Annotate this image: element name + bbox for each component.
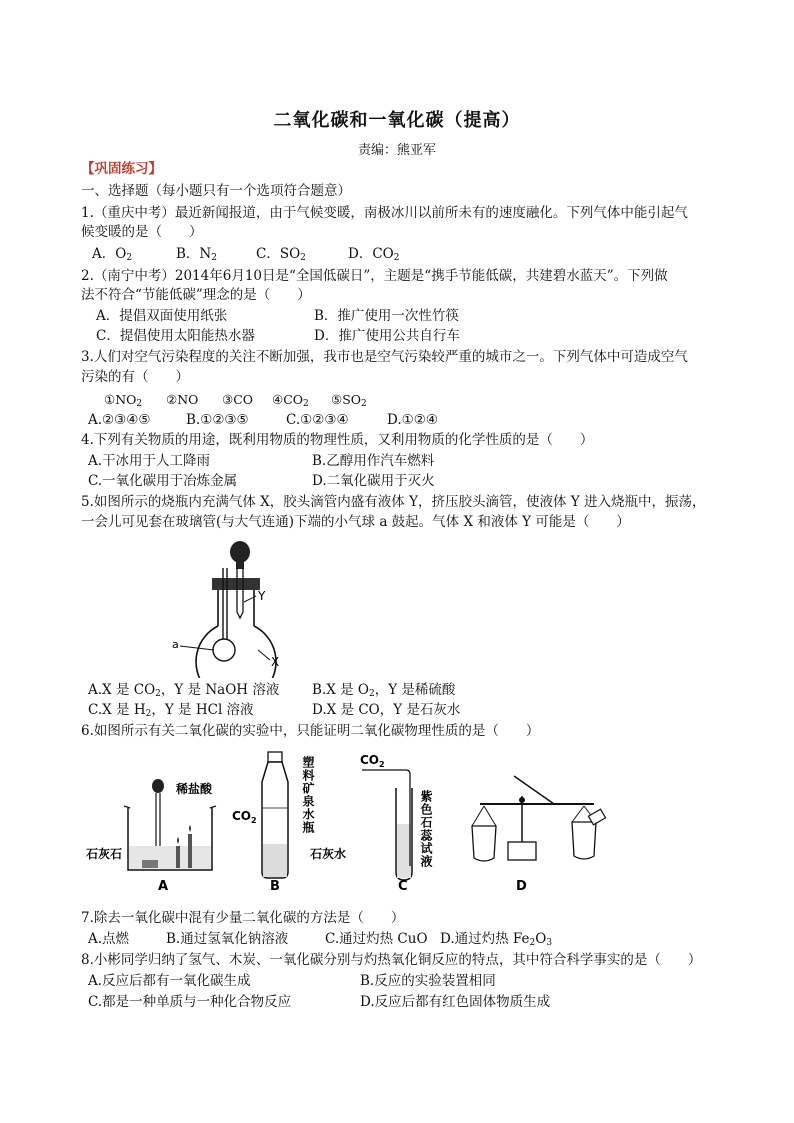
q4-option-a: A.干冰用于人工降雨 [88,453,211,469]
rubber-stopper [212,578,260,590]
section-heading: 【巩固练习】 [81,161,162,177]
q3-option-c: C.①②③④ [286,412,349,428]
dropper-bulb [230,541,250,563]
q7-option-d: D.通过灼热 $Fe_2O_3$ [440,931,553,948]
q2-stem-line2: 法不符合“节能低碳”理念的是（ ） [81,287,311,303]
flask-bulb [196,626,276,678]
fig-b-bottle-label: 塑料矿泉水瓶 [301,756,315,834]
fig-b-lime-label: 石灰水 [310,847,347,861]
q2-option-c: C．提倡使用太阳能热水器 [96,328,255,344]
q3-gas-3: ③CO [222,392,254,407]
q2-option-a: A．提倡双面使用纸张 [96,308,228,324]
q7-option-b: B.通过氢氧化钠溶液 [166,931,289,947]
q1-option-b: B．$N_2$ [176,246,217,263]
q1-stem-line2: 候变暖的是（ ） [81,224,203,240]
q2-option-b: B．推广使用一次性竹筷 [314,308,459,324]
q6-experiments-svg [84,748,704,898]
q5-option-a: A.X 是 $CO_2$，Y 是 NaOH 溶液 [88,682,280,699]
q3-gas-1: $①NO_2$ [104,392,143,409]
q6-experiments-figure [84,748,704,898]
fig-b-bottle [262,752,288,878]
label-x: X [271,655,280,669]
q7-stem: 7.除去一氧化碳中混有少量二氧化碳的方法是（ ） [81,910,405,926]
fig-b-label: B [270,879,280,894]
q1-option-a: A．$O_2$ [92,246,133,263]
q8-option-c: C.都是一种单质与一种化合物反应 [88,994,292,1010]
q1-option-c: C．$SO_2$ [256,246,306,263]
fig-a-acid-label: 稀盐酸 [176,782,213,796]
q1-option-d: D．$CO_2$ [348,246,400,263]
balloon-a [213,639,235,661]
dropper-neck [236,561,244,569]
q8-option-b: B.反应的实验装置相同 [360,973,496,989]
q3-option-d: D.①②④ [387,412,438,428]
q5-option-b: B.X 是 $O_2$，Y 是稀硫酸 [312,682,456,699]
q4-stem: 4.下列有关物质的用途，既利用物质的物理性质，又利用物质的化学性质的是（ ） [81,432,594,448]
q8-option-a: A.反应后都有一氧化碳生成 [88,973,251,989]
fig-d-label: D [516,879,527,894]
dropper-tip [237,612,243,618]
q7-option-a: A.点燃 [88,931,130,947]
q3-gas-5: $⑤SO_2$ [331,392,367,409]
q3-stem-line1: 3.人们对空气污染程度的关注不断加强，我市也是空气污染较严重的城市之一。下列气体中可造成空气 [81,349,688,365]
q1-stem-line1: 1.（重庆中考）最近新闻报道，由于气候变暖，南极冰川以前所未有的速度融化。下列气体中能引起气 [81,205,688,221]
fig-d-balance [472,776,606,861]
q3-option-b: B.①②③⑤ [186,412,249,428]
q2-option-d: D．推广使用公共自行车 [314,328,460,344]
label-a: a [172,638,179,651]
q5-option-d: D.X 是 CO，Y 是石灰水 [312,702,461,718]
q5-flask-figure [160,538,300,678]
q3-stem-line2: 污染的有（ ） [81,369,189,385]
q5-option-c: C.X 是 $H_2$，Y 是 HCl 溶液 [88,702,254,719]
q2-stem-line1: 2.（南宁中考）2014年6月10日是“全国低碳日”，主题是“携手节能低碳，共建碧水蓝天”。下列做 [81,268,668,284]
q4-option-b: B.乙醇用作汽车燃料 [312,453,435,469]
label-a-pointer [180,646,214,650]
fig-c-label: C [398,879,408,894]
q3-gas-4: $④CO_2$ [272,392,309,409]
fig-b-co2-label: $CO_2$ [232,809,257,825]
fig-c-tube [362,770,412,880]
q7-option-c: C.通过灼热 CuO [325,931,428,947]
q5-stem-line1: 5.如图所示的烧瓶内充满气体 X，胶头滴管内盛有液体 Y，挤压胶头滴管，使液体 Y 进入烧瓶中，振荡， [81,494,706,510]
fig-a-stone-label: 石灰石 [86,847,123,861]
page-title: 二氧化碳和一氧化碳（提高） [273,110,521,131]
q6-stem: 6.如图所示有关二氧化碳的实验中，只能证明二氧化碳物理性质的是（ ） [81,723,540,739]
part-heading: 一、选择题（每小题只有一个选项符合题意） [81,183,351,199]
label-y: Y [258,589,266,603]
q4-option-c: C.一氧化碳用于冶炼金属 [88,473,238,489]
q3-option-a: A.②③④⑤ [88,412,151,428]
q8-option-d: D.反应后都有红色固体物质生成 [360,994,551,1010]
fig-c-litmus-label: 紫色石蕊试液 [419,790,433,868]
fig-c-co2-label: $CO_2$ [360,753,385,769]
label-x-pointer [258,650,270,660]
q5-stem-line2: 一会儿可见套在玻璃管(与大气连通)下端的小气球 a 鼓起。气体 X 和液体 Y 可能是（ ） [81,514,630,530]
fig-a-label: A [158,879,169,894]
q3-gas-2: ②NO [166,392,199,407]
q5-flask-svg [160,538,300,678]
q8-stem: 8.小彬同学归纳了氢气、木炭、一氧化碳分别与灼热氧化铜反应的特点，其中符合科学事实的是（ ） [81,952,702,968]
q4-option-d: D.二氧化碳用于灭火 [312,473,435,489]
editor-credit: 责编：熊亚军 [357,143,436,158]
